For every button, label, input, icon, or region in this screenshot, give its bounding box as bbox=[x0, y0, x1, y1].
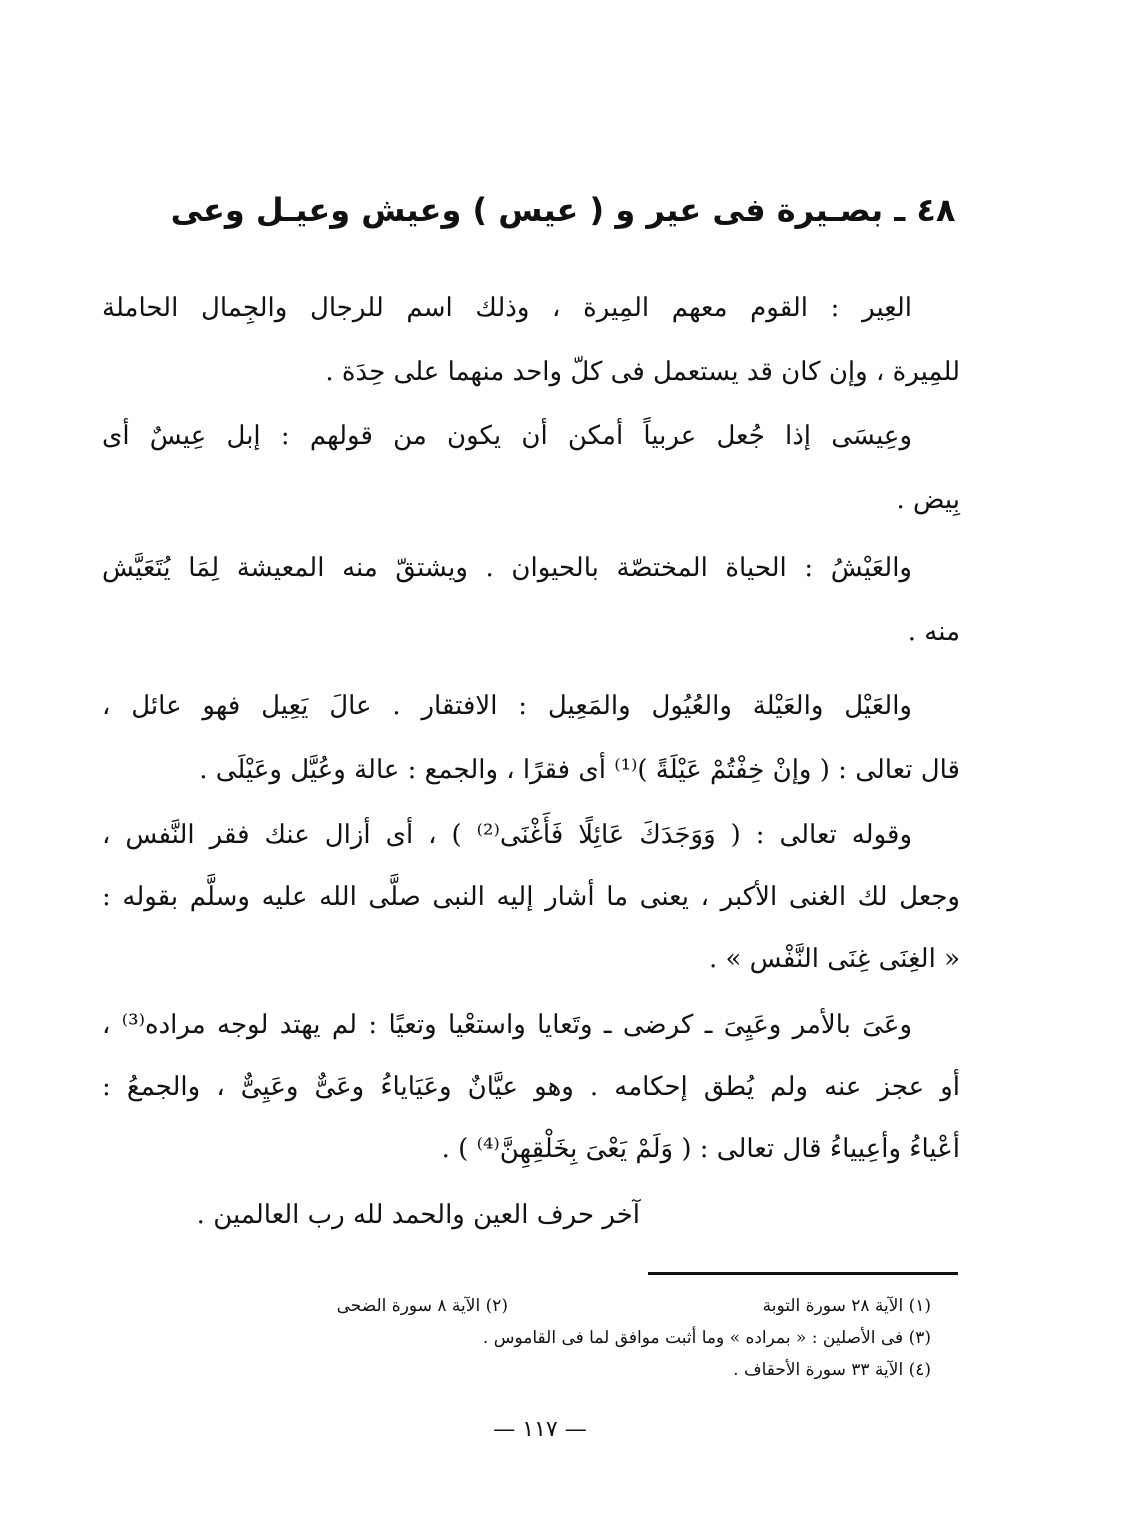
text-line: وعَىَ بالأمر وعَيِىَ ـ كرضى ـ وتَعايا واستعْيا وتعيًا : لم يهتد لوجه مراده⁽³⁾ ، bbox=[102, 1010, 913, 1040]
text-line: والعَيْشُ : الحياة المختصّة بالحيوان . ويشتقّ منه المعيشة لِمَا يُتَعَيَّش bbox=[102, 553, 912, 583]
paragraph-wajadaka bbox=[102, 804, 960, 990]
closing-line: آخر حرف العين والحمد لله رب العالمين . bbox=[196, 1200, 640, 1230]
text-line: « الغِنَى غِنَى النَّفْس » . bbox=[708, 944, 960, 974]
footnote-3: (٣) فى الأصلين : « بمراده » وما أثبت موافق لما فى القاموس . bbox=[482, 1328, 931, 1348]
footnote-4: (٤) الآية ٣٣ سورة الأحقاف . bbox=[733, 1360, 931, 1380]
text-line: والعَيْل والعَيْلة والعُيُول والمَعِيل : الافتقار . عالَ يَعِيل فهو عائل ، bbox=[102, 691, 912, 721]
paragraph-waaya bbox=[102, 994, 960, 1180]
page-number: — ١١٧ — bbox=[493, 1417, 587, 1442]
text-line: وعِيسَى إذا جُعل عربياً أمكن أن يكون من قولهم : إبل عِيسٌ أى bbox=[102, 421, 912, 451]
footnote-divider bbox=[648, 1272, 958, 1275]
footnote-1: (١) الآية ٢٨ سورة التوبة bbox=[762, 1296, 931, 1316]
text-line: قال تعالى : ( وإنْ خِفْتُمْ عَيْلَةً )⁽¹⁾ أى فقرًا ، والجمع : عالة وعُيَّل وعَيْلَى . bbox=[199, 755, 960, 785]
paragraph-aysh bbox=[102, 536, 960, 664]
section-title: ٤٨ ـ بصـيرة فى عير و ( عيس ) وعيش وعيـل وعى bbox=[170, 191, 956, 229]
text-line: أعْياءُ وأعِيياءُ قال تعالى : ( وَلَمْ يَعْىَ بِخَلْقِهِنَّ⁽⁴⁾ ) . bbox=[441, 1134, 960, 1164]
text-line: أو عجز عنه ولم يُطق إحكامه . وهو عيَّانٌ وعَيَاياءُ وعَىٌّ وعَيِىٌّ ، والجمعُ : bbox=[102, 1072, 960, 1102]
text-line: للمِيرة ، وإن كان قد يستعمل فى كلّ واحد منهما على حِدَة . bbox=[325, 357, 960, 387]
text-line: منه . bbox=[907, 617, 960, 647]
paragraph-ir bbox=[102, 276, 960, 404]
text-line: وقوله تعالى : ( وَوَجَدَكَ عَائِلًا فَأَغْنَى⁽²⁾ ) ، أى أزال عنك فقر النَّفس ، bbox=[102, 820, 913, 850]
text-line: بِيض . bbox=[896, 485, 960, 515]
text-line: وجعل لك الغنى الأكبر ، يعنى ما أشار إليه النبى صلَّى الله عليه وسلَّم بقوله : bbox=[102, 882, 960, 912]
paragraph-isa bbox=[102, 404, 960, 532]
footnote-2: (٢) الآية ٨ سورة الضحى bbox=[336, 1296, 508, 1316]
paragraph-ayl bbox=[102, 674, 960, 802]
text-line: العِير : القوم معهم المِيرة ، وذلك اسم للرجال والجِمال الحاملة bbox=[102, 293, 912, 323]
